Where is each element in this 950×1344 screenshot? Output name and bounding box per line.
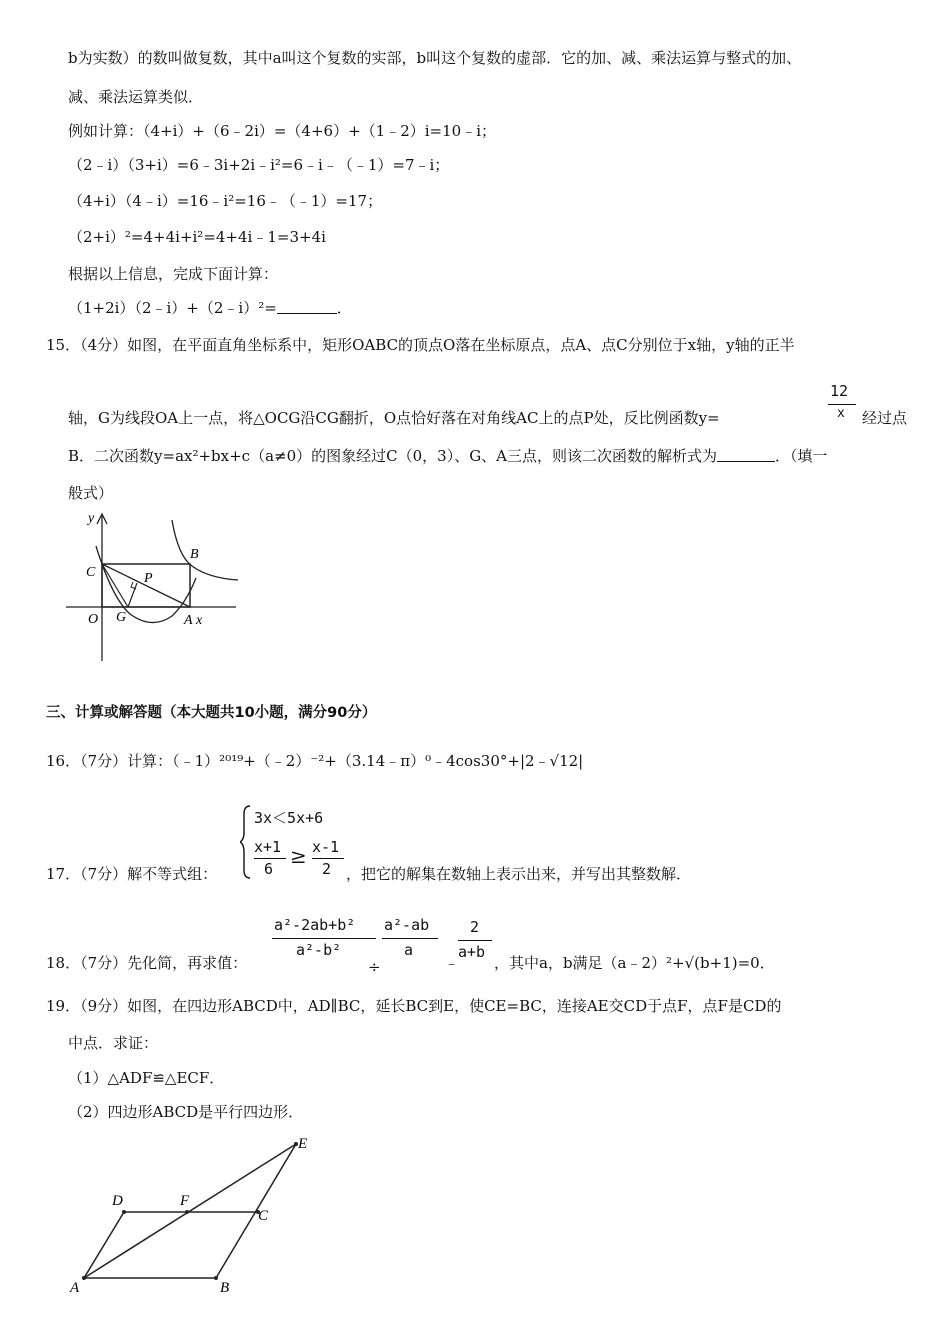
q17-text-a: （7分）解不等式组： bbox=[80, 865, 218, 883]
label-p: P bbox=[144, 571, 153, 586]
q18-f1-bar bbox=[272, 938, 376, 939]
example-1: 例如计算：（4+i）+（6﹣2i）=（4+6）+（1﹣2）i=10﹣i； bbox=[68, 122, 496, 140]
q16-text: （7分）计算：（﹣1）²⁰¹⁹+（﹣2）⁻²+（3.14﹣π）⁰﹣4cos30°+|2﹣√12| bbox=[80, 752, 584, 770]
q15-text-1: （4分）如图，在平面直角坐标系中，矩形OABC的顶点O落在坐标原点，点A、点C分别位于x轴，y轴的正半 bbox=[80, 336, 795, 354]
section-3-heading: 三、计算或解答题（本大题共10小题，满分90分） bbox=[46, 705, 377, 721]
q19-line-1 bbox=[46, 996, 781, 1016]
label-a: A bbox=[70, 1280, 80, 1296]
q15-fraction-denominator: x bbox=[837, 406, 845, 421]
q17-left-num: x+1 bbox=[254, 838, 282, 856]
q16-number: 16． bbox=[46, 752, 81, 770]
q18-fraction-2 bbox=[382, 916, 438, 964]
q17-ge-sign: ≥ bbox=[290, 844, 307, 868]
q18-f2-num: a²-ab bbox=[384, 916, 430, 934]
q15-figure bbox=[60, 508, 250, 668]
q15-fraction bbox=[828, 382, 856, 428]
q19-part-2: （2）四边形ABCD是平行四边形． bbox=[68, 1103, 304, 1121]
label-d: D bbox=[112, 1193, 123, 1209]
q17-right-num: x-1 bbox=[312, 838, 340, 856]
segment-gp bbox=[128, 583, 137, 607]
q17-right-bar bbox=[312, 858, 344, 859]
q18-f2-den: a bbox=[404, 941, 414, 959]
q15-line-4: 般式） bbox=[68, 484, 114, 502]
label-e: E bbox=[298, 1136, 308, 1152]
q18-line bbox=[46, 953, 247, 973]
label-c: C bbox=[258, 1208, 269, 1224]
brace-icon bbox=[240, 806, 250, 878]
q16-line bbox=[46, 751, 583, 771]
calc-end: ． bbox=[336, 299, 352, 317]
calc-expression: （1+2i）（2﹣i）+（2﹣i）²= bbox=[68, 299, 277, 317]
label-o: O bbox=[88, 612, 99, 627]
q18-text-b: ，其中a，b满足（a﹣2）²+√(b+1)=0． bbox=[494, 954, 775, 972]
q17-left-den: 6 bbox=[264, 860, 274, 878]
q15-text-2a: 轴，G为线段OA上一点，将△OCG沿CG翻折，O点恰好落在对角线AC上的点P处，反比例函数y= bbox=[68, 409, 720, 427]
q17-fraction-left bbox=[254, 838, 286, 880]
segment-be bbox=[216, 1144, 296, 1278]
q18-minus: ﹣ bbox=[444, 954, 460, 972]
point-f bbox=[185, 1210, 189, 1214]
q18-text-a: （7分）先化简，再求值： bbox=[80, 954, 248, 972]
q17-inequality-1: 3x＜5x+6 bbox=[254, 809, 324, 827]
q17-left-bar bbox=[254, 858, 286, 859]
label-f: F bbox=[180, 1193, 190, 1209]
q18-fraction-1 bbox=[272, 916, 376, 964]
q19-figure bbox=[60, 1128, 330, 1300]
q17-number: 17． bbox=[46, 865, 81, 883]
point-b bbox=[214, 1276, 218, 1280]
example-2: （2﹣i）（3+i）=6﹣3i+2i﹣i²=6﹣i﹣（﹣1）=7﹣i； bbox=[68, 156, 450, 174]
q15-line-3 bbox=[68, 446, 828, 466]
segment-ad bbox=[84, 1212, 124, 1278]
label-c: C bbox=[86, 565, 96, 580]
q18-f1-den: a²-b² bbox=[296, 941, 342, 959]
q18-f1-num: a²-2ab+b² bbox=[274, 916, 356, 934]
q15-text-3b: ．（填一 bbox=[775, 447, 828, 465]
q18-f3-den: a+b bbox=[458, 943, 486, 961]
q15-text-2b: 经过点 bbox=[862, 409, 908, 427]
label-y: y bbox=[88, 511, 95, 526]
q15-line-1 bbox=[46, 335, 795, 355]
q17-right-den: 2 bbox=[322, 860, 332, 878]
q15-fraction-numerator: 12 bbox=[830, 382, 849, 400]
q18-f2-bar bbox=[382, 938, 438, 939]
q18-divide: ÷ bbox=[368, 958, 381, 976]
q17-text-b: ，把它的解集在数轴上表示出来，并写出其整数解． bbox=[346, 865, 692, 883]
intro-line-1: b为实数）的数叫做复数，其中a叫这个复数的实部，b叫这个复数的虚部．它的加、减、乘法运算与整式的加、 bbox=[68, 49, 802, 67]
label-a: A bbox=[184, 613, 193, 628]
calc-line bbox=[68, 298, 352, 318]
q15-answer-blank[interactable] bbox=[717, 447, 775, 462]
hyperbola-curve bbox=[172, 520, 238, 580]
q18-f3-bar bbox=[458, 940, 492, 941]
q15-text-3a: B．二次函数y=ax²+bx+c（a≠0）的图象经过C（0，3）、G、A三点，则该二次函数的解析式为 bbox=[68, 447, 718, 465]
label-b: B bbox=[220, 1280, 230, 1296]
point-d bbox=[122, 1210, 126, 1214]
q15-number: 15． bbox=[46, 336, 81, 354]
label-x: x bbox=[196, 613, 203, 628]
label-b: B bbox=[190, 547, 199, 562]
ask-text: 根据以上信息，完成下面计算： bbox=[68, 265, 279, 283]
answer-blank[interactable] bbox=[277, 299, 337, 314]
example-3: （4+i）（4﹣i）=16﹣i²=16﹣（﹣1）=17； bbox=[68, 192, 383, 210]
example-4: （2+i）²=4+4i+i²=4+4i﹣1=3+4i bbox=[68, 228, 326, 246]
q15-line-2 bbox=[68, 408, 720, 428]
q18-f3-num: 2 bbox=[470, 918, 480, 936]
q18-fraction-3 bbox=[458, 918, 492, 966]
q17-line bbox=[46, 864, 217, 884]
q19-text-1: （9分）如图，在四边形ABCD中，AD∥BC，延长BC到E，使CE=BC，连接AE交CD于点F，点F是CD的 bbox=[80, 997, 782, 1015]
q19-number: 19． bbox=[46, 997, 81, 1015]
q17-fraction-right bbox=[312, 838, 344, 880]
q15-fraction-bar bbox=[828, 404, 856, 405]
intro-line-2: 减、乘法运算类似． bbox=[68, 88, 204, 106]
q19-line-2: 中点．求证： bbox=[68, 1034, 159, 1052]
q18-number: 18． bbox=[46, 954, 81, 972]
label-g: G bbox=[116, 610, 127, 625]
point-a bbox=[82, 1276, 86, 1280]
q19-part-1: （1）△ADF≌△ECF． bbox=[68, 1069, 225, 1087]
